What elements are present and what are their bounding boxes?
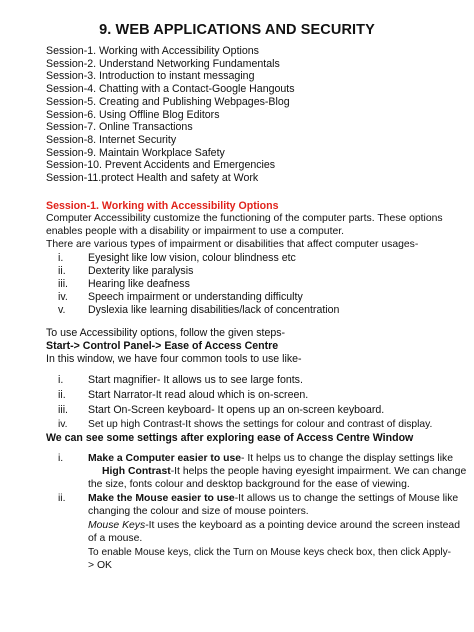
list-number: v. bbox=[58, 304, 66, 316]
list-number: i. bbox=[58, 453, 64, 464]
list-text: Set up high Contrast-It shows the settings for colour and contrast of display. bbox=[88, 419, 433, 430]
list-number: iv. bbox=[58, 291, 68, 303]
mouse-keys-label: Mouse Keys bbox=[88, 520, 146, 531]
setting-desc: of a mouse. bbox=[88, 533, 143, 544]
intro-line: Computer Accessibility customize the functioning of the computer parts. These options bbox=[46, 213, 443, 224]
section-heading: Session-1. Working with Accessibility Options bbox=[46, 200, 279, 212]
list-number: iv. bbox=[58, 419, 68, 430]
setting-desc: -It allows us to change the settings of Mouse like bbox=[234, 493, 459, 504]
list-number: iii. bbox=[58, 278, 69, 290]
list-number: ii. bbox=[58, 265, 66, 277]
setting-desc: the size, fonts colour and desktop background for the ease of viewing. bbox=[88, 479, 410, 490]
steps-intro: To use Accessibility options, follow the given steps- bbox=[46, 327, 286, 339]
session-item: Session-1. Working with Accessibility Options bbox=[46, 45, 259, 57]
list-text: Dyslexia like learning disabilities/lack of concentration bbox=[88, 304, 340, 316]
list-number: ii. bbox=[58, 389, 66, 401]
list-text: Start On-Screen keyboard- It opens up an on-screen keyboard. bbox=[88, 404, 385, 416]
setting-desc: changing the colour and size of mouse pointers. bbox=[88, 506, 309, 517]
setting-title: Make the Mouse easier to use bbox=[88, 493, 235, 504]
list-text: Speech impairment or understanding difficulty bbox=[88, 291, 303, 303]
session-item: Session-11.protect Health and safety at Work bbox=[46, 172, 259, 185]
list-text: Start magnifier- It allows us to see large fonts. bbox=[88, 374, 303, 386]
tools-intro: In this window, we have four common tools to use like- bbox=[46, 353, 302, 365]
list-text: Eyesight like low vision, colour blindness etc bbox=[88, 252, 296, 264]
intro-paragraph bbox=[46, 213, 464, 252]
session-item: Session-8. Internet Security bbox=[46, 133, 177, 146]
session-item: Session-2. Understand Networking Fundamentals bbox=[46, 57, 280, 70]
list-number: iii. bbox=[58, 404, 69, 416]
session-list bbox=[46, 45, 466, 185]
session-item: Session-9. Maintain Workplace Safety bbox=[46, 146, 225, 159]
setting-desc: -It helps the people having eyesight impairment. We can change bbox=[170, 466, 467, 477]
intro-line: enables people with a disability or impairment to use a computer. bbox=[46, 225, 345, 237]
settings-heading: We can see some settings after exploring ease of Access Centre Window bbox=[46, 432, 414, 444]
list-number: ii. bbox=[58, 493, 66, 504]
steps-path: Start-> Control Panel-> Ease of Access Centre bbox=[46, 340, 279, 352]
setting-desc: > OK bbox=[88, 560, 112, 571]
setting-desc: -It uses the keyboard as a pointing device around the screen instead bbox=[145, 520, 460, 531]
session-item: Session-6. Using Offline Blog Editors bbox=[46, 108, 220, 121]
session-item: Session-10. Prevent Accidents and Emergencies bbox=[46, 159, 276, 172]
setting-desc: - It helps us to change the display settings like bbox=[241, 453, 454, 464]
setting-desc: To enable Mouse keys, click the Turn on Mouse keys check box, then click Apply- bbox=[88, 547, 451, 558]
session-item: Session-4. Chatting with a Contact-Google Hangouts bbox=[46, 83, 295, 96]
session-item: Session-7. Online Transactions bbox=[46, 121, 193, 134]
session-item: Session-3. Introduction to instant messaging bbox=[46, 70, 255, 83]
list-number: i. bbox=[58, 374, 64, 386]
list-text: Dexterity like paralysis bbox=[88, 265, 194, 277]
list-number: i. bbox=[58, 252, 64, 264]
setting-title: Make a Computer easier to use bbox=[88, 453, 242, 464]
setting-subtitle: High Contrast bbox=[102, 466, 171, 477]
list-text: Hearing like deafness bbox=[88, 278, 190, 290]
page-title: 9. WEB APPLICATIONS AND SECURITY bbox=[99, 22, 375, 38]
session-item: Session-5. Creating and Publishing Webpages-Blog bbox=[46, 95, 290, 108]
list-text: Start Narrator-It read aloud which is on-screen. bbox=[88, 389, 309, 401]
intro-line: There are various types of impairment or disabilities that affect computer usages- bbox=[46, 238, 419, 250]
